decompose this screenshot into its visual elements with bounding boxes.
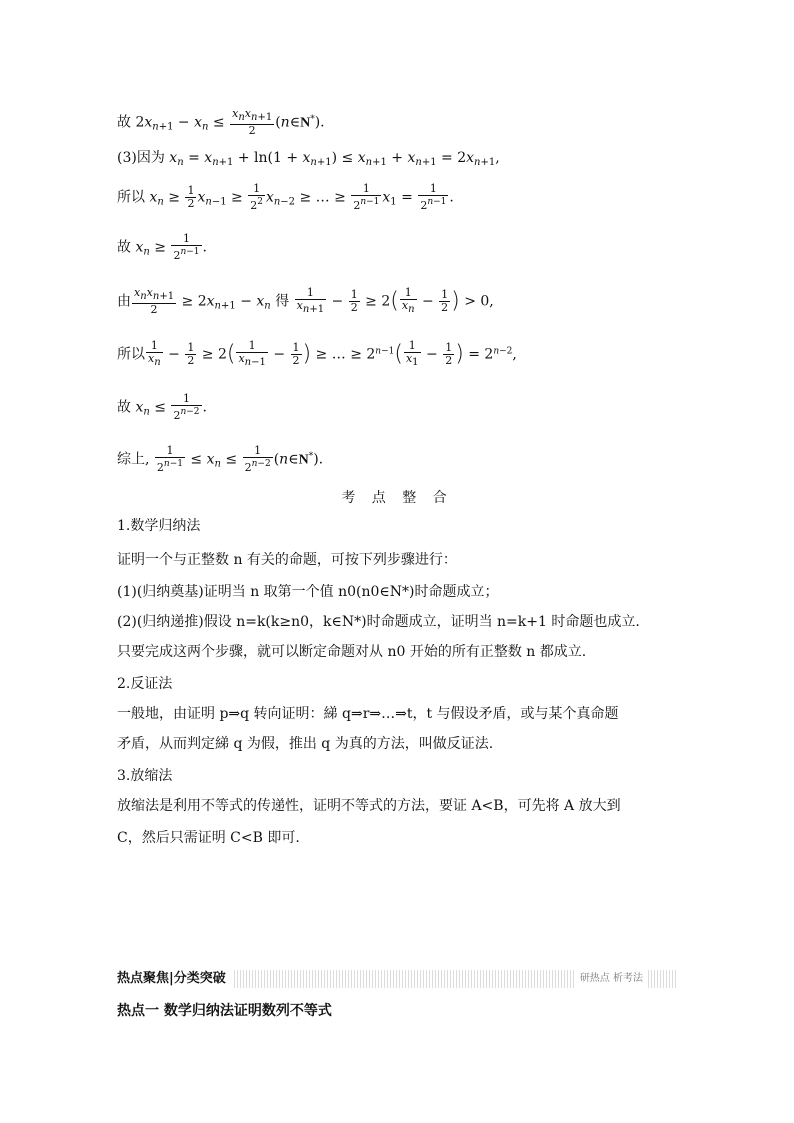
math-line-7: 故 $x_n$ ≤ $\frac{1}{2^{n-2}}$ . <box>117 392 207 422</box>
section-line: 放缩法是利用不等式的传递性，证明不等式的方法，要证 A<B，可先将 A 放大到 <box>117 798 621 814</box>
math-line-8: 综上, $\frac{1}{2^{n-1}}$ ≤ $x_n$ ≤ $\frac{1}{2^{n-2}}$ (n∈N*). <box>117 444 324 474</box>
banner-right-label: 研热点 析考法 <box>576 970 647 988</box>
math-line-2: (3)因为 $x_n = x_{n+1} + \ln(1 + x_{n+1}) \le x_{n+1} + x_{n+1} = 2x_{n+1}$, <box>117 150 500 168</box>
math-line-4: 故 $x_n$ ≥ $\frac{1}{2^{n-1}}$ . <box>117 232 207 262</box>
section-line: (2)(归纳递推)假设 n=k(k≥n0，k∈N*)时命题成立，证明当 n=k+1 时命题也成立. <box>117 614 640 630</box>
section-line: 3.放缩法 <box>117 768 173 784</box>
math-line-1: 故 $2x_{n+1} - x_n$ ≤ $\frac{x_nx_{n+1}}{2}$ (n∈N*). <box>117 107 325 137</box>
hotspot-banner <box>117 970 677 988</box>
section-line: 1.数学归纳法 <box>117 518 201 534</box>
section-line: 矛盾，从而判定綈 q 为假，推出 q 为真的方法，叫做反证法. <box>117 736 494 752</box>
section-line: 证明一个与正整数 n 有关的命题，可按下列步骤进行： <box>117 552 457 568</box>
section-line: C，然后只需证明 C<B 即可. <box>117 830 300 846</box>
math-line-6: 所以 $\frac{1}{x_n}$ − $\frac{1}{2}$ ≥ 2( $\frac{1}{x_{n-1}}$ − $\frac{1}{2}$ ) ≥ … ≥ $2^{n-1}$( $\frac{1}{x_1}$ − $\frac{1}{2}$ ) = $2^{n-2}$, <box>117 339 517 368</box>
banner-left-label: 热点聚焦|分类突破 <box>117 970 232 988</box>
section-heading: 考 点 整 合 <box>341 490 453 506</box>
section-line: 2.反证法 <box>117 676 173 692</box>
section-line: 只要完成这两个步骤，就可以断定命题对从 n0 开始的所有正整数 n 都成立. <box>117 644 587 660</box>
hotspot-title: 热点一 数学归纳法证明数列不等式 <box>117 1003 332 1019</box>
section-line: 一般地，由证明 p⇒q 转向证明：綈 q⇒r⇒…⇒t，t 与假设矛盾，或与某个真命题 <box>117 706 619 722</box>
section-line: (1)(归纳奠基)证明当 n 取第一个值 n0(n0∈N*)时命题成立； <box>117 584 499 600</box>
math-line-3: 所以 $x_n$ ≥ $\frac{1}{2}$ $x_{n-1}$ ≥ $\frac{1}{2^2}$ $x_{n-2}$ ≥ … ≥ $\frac{1}{2^{n-1}}$ $x_1$ = $\frac{1}{2^{n-1}}$ . <box>117 182 454 212</box>
math-line-5: 由 $\frac{x_nx_{n+1}}{2}$ ≥ $2x_{n+1} - x_n$ 得 $\frac{1}{x_{n+1}}$ − $\frac{1}{2}$ ≥ 2( $\frac{1}{x_n}$ − $\frac{1}{2}$ ) > 0, <box>117 286 494 316</box>
